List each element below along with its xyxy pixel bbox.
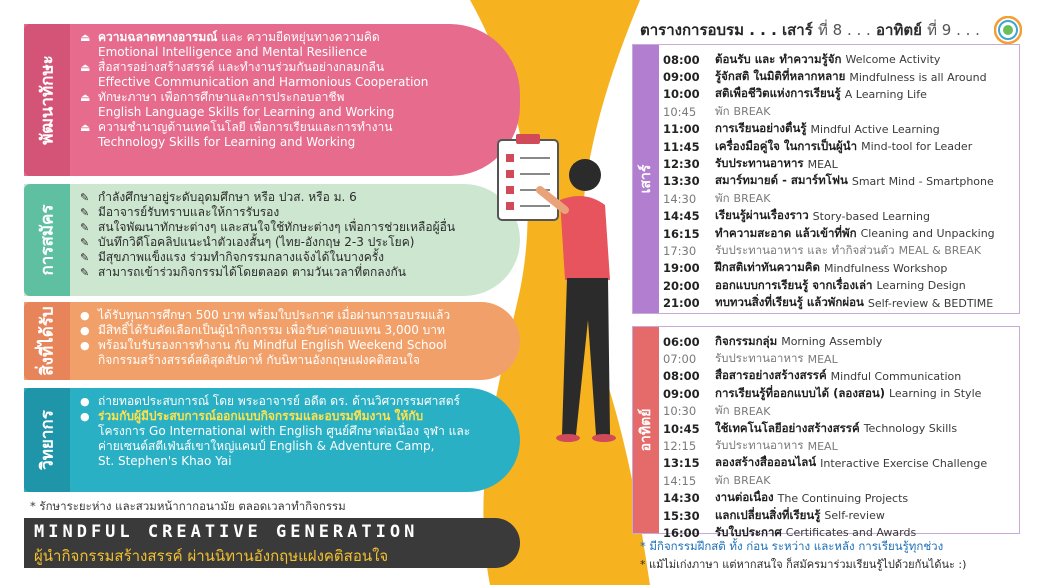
schedule-time: 14:45 xyxy=(663,209,700,224)
schedule-row xyxy=(663,155,1015,172)
speaker-item: ● ร่วมกับผู้มีประสบการณ์ออกแบบกิจกรรมและอบรมทีมงาน ให้กับ xyxy=(80,409,424,423)
schedule-activity-en: Story-based Learning xyxy=(812,209,930,223)
schedule-row xyxy=(663,472,1015,489)
schedule-activity-th: เรียนรู้ผ่านเรื่องราว xyxy=(715,208,809,223)
application-item: ✎ บันทึกวิดีโอคลิปแนะนำตัวเองสั้นๆ (ไทย-อังกฤษ 2-3 ประโยค) xyxy=(80,235,415,249)
schedule-time: 12:30 xyxy=(663,157,700,172)
schedule-time: 11:00 xyxy=(663,122,700,137)
schedule-row xyxy=(663,68,1015,85)
schedule-activity-th: สติเพื่อชีวิตแห่งการเรียนรู้ xyxy=(715,86,841,101)
schedule-activity-en: Technology Skills xyxy=(863,422,958,436)
schedule-time: 10:00 xyxy=(663,87,700,102)
bullet-icon: ● xyxy=(80,395,90,408)
schedule-activity-en: Mindfulness Workshop xyxy=(823,261,948,275)
schedule-activity-en: BREAK xyxy=(733,105,771,119)
schedule-row xyxy=(663,455,1015,472)
saturday-tab: เสาร์ xyxy=(633,45,659,313)
schedule-time: 06:00 xyxy=(663,334,700,349)
schedule-activity-en: BREAK xyxy=(733,192,771,206)
schedule-row xyxy=(663,333,1015,350)
banner-subtitle: ผู้นำกิจกรรมสร้างสรรค์ ผ่านนิทานอังกฤษแฝงคติสอนใจ xyxy=(34,547,389,565)
skills-item: ⏏ ทักษะภาษา เพื่อการศึกษาและการประกอบอาชีพ English Language Skills for Learning and Working xyxy=(80,90,395,119)
benefits-panel xyxy=(24,302,520,380)
skills-panel-tab: พัฒนาทักษะ xyxy=(24,24,70,176)
application-item: ✎ กำลังศึกษาอยู่ระดับอุดมศึกษา หรือ ปวส. หรือ ม. 6 xyxy=(80,190,357,204)
cap-icon: ⏏ xyxy=(80,31,91,44)
benefits-panel-tab: สิ่งที่ได้รับ xyxy=(24,302,70,380)
pencil-icon: ✎ xyxy=(80,236,90,249)
skills-item: ⏏ ความฉลาดทางอารมณ์ และ ความยืดหยุ่นทางความคิด Emotional Intelligence and Mental Resilience xyxy=(80,30,380,59)
schedule-activity-th: เครื่องมือคู่ใจ ในการเป็นผู้นำ xyxy=(715,138,858,153)
schedule-activity-th: รับประทานอาหาร xyxy=(715,438,804,453)
schedule-row xyxy=(663,173,1015,190)
schedule-row xyxy=(663,103,1015,120)
schedule-time: 14:15 xyxy=(663,473,697,488)
skills-item: ⏏ ความชำนาญด้านเทคโนโลยี เพื่อการเรียนและการทำงาน Technology Skills for Learning and Working xyxy=(80,120,393,149)
speaker-panel-tab: วิทยากร xyxy=(24,388,70,492)
sunday-rows xyxy=(663,333,1015,542)
schedule-activity-th: ทำความสะอาด แล้วเข้าที่พัก xyxy=(715,225,857,240)
schedule-time: 16:15 xyxy=(663,226,700,241)
schedule-activity-en: MEAL xyxy=(807,157,838,171)
banner-title: MINDFUL CREATIVE GENERATION xyxy=(34,522,419,542)
schedule-activity-en: A Learning Life xyxy=(844,87,927,101)
schedule-activity-en: MEAL & BREAK xyxy=(898,244,982,258)
schedule-activity-en: Cleaning and Unpacking xyxy=(860,227,995,241)
schedule-activity-en: Mindfulness is all Around xyxy=(849,70,987,84)
schedule-activity-th: งานต่อเนื่อง xyxy=(715,490,774,505)
schedule-row xyxy=(663,86,1015,103)
bottom-banner xyxy=(24,518,520,568)
schedule-activity-th: การเรียนอย่างตื่นรู้ xyxy=(715,121,807,136)
schedule-title: ตารางการอบรม . . . เสาร์ ที่ 8 . . . อาทิตย์ ที่ 9 . . . xyxy=(640,21,980,39)
cap-icon: ⏏ xyxy=(80,61,91,74)
schedule-time: 12:15 xyxy=(663,439,697,454)
cap-icon: ⏏ xyxy=(80,121,91,134)
schedule-row xyxy=(663,51,1015,68)
bullet-icon: ● xyxy=(80,339,90,352)
schedule-activity-en: Learning in Style xyxy=(888,387,982,401)
application-panel-tab: การสมัคร xyxy=(24,184,70,296)
schedule-activity-en: MEAL xyxy=(807,439,838,453)
schedule-activity-en: Morning Assembly xyxy=(781,335,883,349)
schedule-activity-th: ลองสร้างสื่อออนไลน์ xyxy=(715,455,817,470)
schedule-activity-en: BREAK xyxy=(733,404,771,418)
schedule-row xyxy=(663,225,1015,242)
pencil-icon: ✎ xyxy=(80,251,90,264)
schedule-time: 14:30 xyxy=(663,491,700,506)
schedule-time: 19:00 xyxy=(663,261,700,276)
schedule-time: 17:30 xyxy=(663,243,697,258)
schedule-activity-th: ต้อนรับ และ ทำความรู้จัก xyxy=(715,51,842,66)
speaker-panel xyxy=(24,388,520,492)
schedule-activity-th: รับประทานอาหาร xyxy=(715,156,804,171)
saturday-schedule xyxy=(632,44,1020,314)
schedule-activity-th: ฝึกสติเท่าทันความคิด xyxy=(715,260,820,275)
schedule-row xyxy=(663,368,1015,385)
benefits-item: ● มีสิทธิ์ได้รับคัดเลือกเป็นผู้นำกิจกรรม เพื่อรับค่าตอบแทน 3,000 บาท xyxy=(80,323,445,337)
schedule-time: 15:30 xyxy=(663,508,700,523)
schedule-time: 10:45 xyxy=(663,421,700,436)
schedule-activity-en: Self-review xyxy=(824,509,885,523)
schedule-row xyxy=(663,277,1015,294)
schedule-activity-en: Mind-tool for Leader xyxy=(861,140,973,154)
schedule-activity-en: Interactive Exercise Challenge xyxy=(820,456,988,470)
schedule-activity-th: รับใบประกาศ xyxy=(715,525,782,539)
application-item: ✎ มีสุขภาพแข็งแรง ร่วมทำกิจกรรมกลางแจ้งได้ในบางครั้ง xyxy=(80,250,385,264)
schedule-activity-en: Certificates and Awards xyxy=(785,526,917,540)
schedule-activity-en: Learning Design xyxy=(876,279,966,293)
bullet-icon: ● xyxy=(80,309,90,322)
schedule-row xyxy=(663,350,1015,367)
application-panel xyxy=(24,184,520,296)
schedule-activity-en: MEAL xyxy=(807,352,838,366)
sunday-tab: อาทิตย์ xyxy=(633,327,659,533)
person-checklist-illustration xyxy=(470,130,640,450)
pencil-icon: ✎ xyxy=(80,206,90,219)
schedule-activity-th: ทบทวนสิ่งที่เรียนรู้ แล้วพักผ่อน xyxy=(715,295,864,310)
application-item: ✎ สามารถเข้าร่วมกิจกรรมได้โดยตลอด ตามวันเวลาที่ตกลงกัน xyxy=(80,265,406,279)
schedule-row xyxy=(663,138,1015,155)
schedule-row xyxy=(663,490,1015,507)
schedule-time: 21:00 xyxy=(663,296,700,311)
schedule-time: 08:00 xyxy=(663,52,700,67)
schedule-activity-th: สมาร์ทมายด์ - สมาร์ทโฟน xyxy=(715,173,848,188)
schedule-activity-th: พัก xyxy=(715,103,730,118)
application-item: ✎ มีอาจารย์รับทราบและให้การรับรอง xyxy=(80,205,280,219)
schedule-row xyxy=(663,420,1015,437)
schedule-activity-th: ใช้เทคโนโลยีอย่างสร้างสรรค์ xyxy=(715,420,860,435)
schedule-row xyxy=(663,208,1015,225)
schedule-activity-th: รับประทานอาหาร xyxy=(715,351,804,366)
schedule-time: 13:30 xyxy=(663,174,700,189)
schedule-activity-en: BREAK xyxy=(733,474,771,488)
speaker-item: St. Stephen's Khao Yai xyxy=(98,454,232,468)
schedule-time: 14:30 xyxy=(663,191,697,206)
schedule-activity-en: Smart Mind - Smartphone xyxy=(851,174,994,188)
schedule-activity-th: แลกเปลี่ยนสิ่งที่เรียนรู้ xyxy=(715,507,821,522)
benefits-item: กิจกรรมสร้างสรรค์สติสุดสัปดาห์ กับนิทานอังกฤษแฝงคติสอนใจ xyxy=(98,353,420,367)
pencil-icon: ✎ xyxy=(80,221,90,234)
schedule-time: 07:00 xyxy=(663,352,697,367)
schedule-activity-th: พัก xyxy=(715,403,730,418)
schedule-row xyxy=(663,121,1015,138)
schedule-activity-th: ออกแบบการเรียนรู้ จากเรื่องเล่า xyxy=(715,277,873,292)
bullet-icon: ● xyxy=(80,410,90,423)
schedule-row xyxy=(663,385,1015,402)
invitation-note: * แม้ไม่เก่งภาษา แต่หากสนใจ ก็สมัครมาร่วมเรียนรู้ไปด้วยกันได้นะ :) xyxy=(640,558,967,571)
bullet-icon: ● xyxy=(80,324,90,337)
schedule-row xyxy=(663,437,1015,454)
pencil-icon: ✎ xyxy=(80,266,90,279)
schedule-activity-th: กิจกรรมกลุ่ม xyxy=(715,333,778,348)
schedule-time: 09:00 xyxy=(663,70,700,85)
schedule-time: 09:00 xyxy=(663,386,700,401)
speaker-item: ค่ายเซนต์สตีเฟ่นส์เขาใหญ่แคมป์ English & Adventure Camp, xyxy=(98,439,435,453)
schedule-row xyxy=(663,190,1015,207)
schedule-activity-th: สื่อสารอย่างสร้างสรรค์ xyxy=(715,368,827,383)
schedule-time: 11:45 xyxy=(663,139,700,154)
cap-icon: ⏏ xyxy=(80,91,91,104)
schedule-activity-en: Mindful Active Learning xyxy=(810,122,940,136)
pencil-icon: ✎ xyxy=(80,191,90,204)
schedule-time: 10:45 xyxy=(663,104,697,119)
schedule-activity-en: The Continuing Projects xyxy=(777,491,909,505)
application-item: ✎ สนใจพัฒนาทักษะต่างๆ และสนใจใช้ทักษะต่างๆ เพื่อการช่วยเหลือผู้อื่น xyxy=(80,220,456,234)
speaker-item: ● ถ่ายทอดประสบการณ์ โดย พระอาจารย์ อดีต ดร. ด้านวิศวกรรมศาสตร์ xyxy=(80,394,460,408)
schedule-row xyxy=(663,242,1015,259)
schedule-time: 16:00 xyxy=(663,525,700,540)
schedule-activity-th: การเรียนรู้ที่ออกแบบได้ (ลองสอน) xyxy=(715,385,885,400)
skills-item: ⏏ สื่อสารอย่างสร้างสรรค์ และทำงานร่วมกันอย่างกลมกลืน Effective Communication and Harmonious Cooperation xyxy=(80,60,429,89)
logo-icon xyxy=(994,16,1022,44)
schedule-activity-th: พัก xyxy=(715,190,730,205)
sunday-schedule xyxy=(632,326,1020,540)
saturday-rows xyxy=(663,51,1015,312)
schedule-row xyxy=(663,403,1015,420)
mindfulness-note: * มีกิจกรรมฝึกสติ ทั้ง ก่อน ระหว่าง และหลัง การเรียนรู้ทุกช่วง xyxy=(640,539,944,553)
schedule-row xyxy=(663,294,1015,311)
benefits-item: ● พร้อมใบรับรองการทำงาน กับ Mindful English Weekend School xyxy=(80,338,447,352)
schedule-time: 08:00 xyxy=(663,369,700,384)
schedule-time: 13:15 xyxy=(663,456,700,471)
schedule-row xyxy=(663,260,1015,277)
skills-panel xyxy=(24,24,520,176)
schedule-activity-en: Self-review & BEDTIME xyxy=(867,296,994,310)
schedule-time: 20:00 xyxy=(663,278,700,293)
schedule-activity-en: Mindful Communication xyxy=(830,369,962,383)
schedule-activity-th: รับประทานอาหาร และ ทำกิจส่วนตัว xyxy=(715,243,895,257)
schedule-activity-th: รู้จักสติ ในมิติที่หลากหลาย xyxy=(715,69,846,84)
schedule-activity-th: พัก xyxy=(715,472,730,487)
speaker-item: โครงการ Go International with English ศูนย์ศึกษาต่อเนื่อง จุฬา และ xyxy=(98,424,471,438)
benefits-item: ● ได้รับทุนการศึกษา 500 บาท พร้อมใบประกาศ เมื่อผ่านการอบรมแล้ว xyxy=(80,308,451,322)
schedule-time: 10:30 xyxy=(663,404,697,419)
schedule-row xyxy=(663,507,1015,524)
safety-note: * รักษาระยะห่าง และสวมหน้ากากอนามัย ตลอดเวลาทำกิจกรรม xyxy=(30,499,346,513)
schedule-activity-en: Welcome Activity xyxy=(845,53,941,67)
